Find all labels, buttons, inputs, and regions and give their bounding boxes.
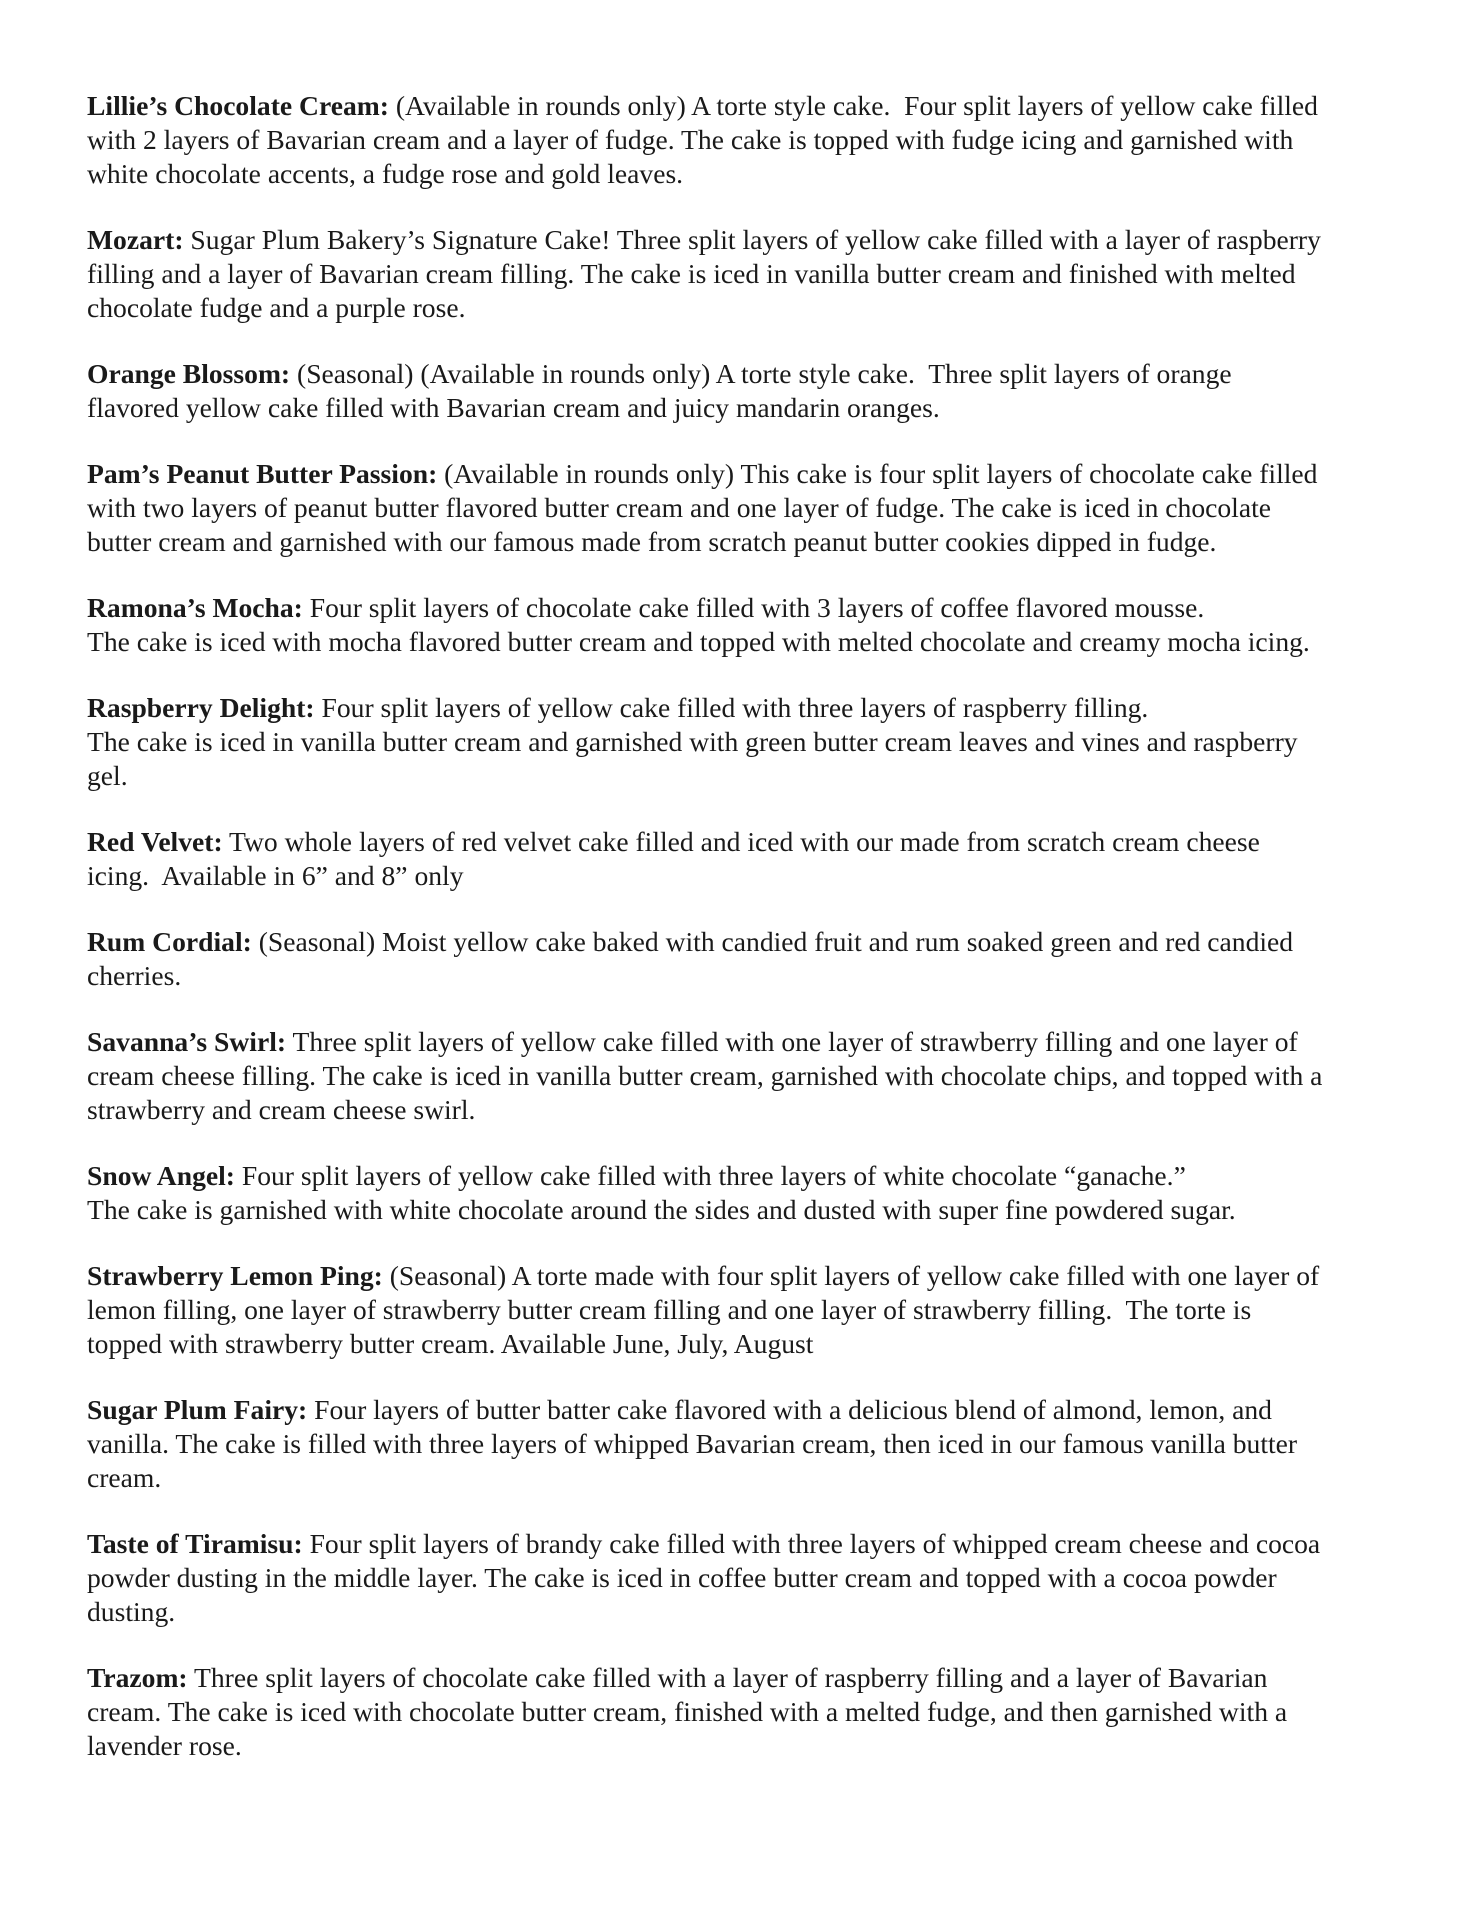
entry-line: The cake is garnished with white chocolate around the sides and dusted with super fine powdered sugar. bbox=[87, 1194, 1236, 1225]
cake-name: Red Velvet: bbox=[87, 826, 223, 857]
cake-name: Sugar Plum Fairy: bbox=[87, 1394, 308, 1425]
cake-name: Rum Cordial: bbox=[87, 926, 252, 957]
entry-line: vanilla. The cake is filled with three layers of whipped Bavarian cream, then iced in our famous vanilla butter bbox=[87, 1428, 1298, 1459]
entry-line: cream. The cake is iced with chocolate butter cream, finished with a melted fudge, and then garnished with a bbox=[87, 1696, 1288, 1727]
cake-description: (Available in rounds only) A torte style cake. Four split layers of yellow cake filled bbox=[388, 90, 1318, 121]
cake-descriptions-document bbox=[87, 89, 1405, 1795]
cake-description: Four split layers of yellow cake filled with three layers of white chocolate “ganache.” bbox=[234, 1160, 1186, 1191]
entry-line: cherries. bbox=[87, 960, 182, 991]
cake-entry bbox=[87, 825, 1405, 893]
cake-description: Four split layers of brandy cake filled with three layers of whipped cream cheese and cocoa bbox=[302, 1528, 1321, 1559]
entry-line: cream. bbox=[87, 1462, 162, 1493]
cake-name: Trazom: bbox=[87, 1662, 188, 1693]
entry-line: with two layers of peanut butter flavored butter cream and one layer of fudge. The cake is iced in chocolate bbox=[87, 492, 1272, 523]
entry-line bbox=[87, 1661, 1405, 1695]
cake-description: (Seasonal) (Available in rounds only) A torte style cake. Three split layers of orange bbox=[290, 358, 1232, 389]
entry-line bbox=[87, 925, 1405, 959]
cake-name: Savanna’s Swirl: bbox=[87, 1026, 287, 1057]
entry-line bbox=[87, 825, 1405, 859]
entry-line: gel. bbox=[87, 760, 128, 791]
entry-line: The cake is iced with mocha flavored butter cream and topped with melted chocolate and creamy mocha icing. bbox=[87, 626, 1310, 657]
entry-line bbox=[87, 89, 1405, 123]
entry-line bbox=[87, 357, 1405, 391]
entry-line bbox=[87, 1025, 1405, 1059]
cake-entry bbox=[87, 1025, 1405, 1127]
cake-description: Three split layers of chocolate cake filled with a layer of raspberry filling and a layer of Bavarian bbox=[187, 1662, 1268, 1693]
cake-entry bbox=[87, 1259, 1405, 1361]
entry-line bbox=[87, 457, 1405, 491]
entry-line: cream cheese filling. The cake is iced in vanilla butter cream, garnished with chocolate chips, and topped with a bbox=[87, 1060, 1323, 1091]
entry-line: topped with strawberry butter cream. Available June, July, August bbox=[87, 1328, 814, 1359]
entry-line: white chocolate accents, a fudge rose and gold leaves. bbox=[87, 158, 684, 189]
entry-line: chocolate fudge and a purple rose. bbox=[87, 292, 466, 323]
cake-description: Four layers of butter batter cake flavored with a delicious blend of almond, lemon, and bbox=[307, 1394, 1272, 1425]
entry-line: dusting. bbox=[87, 1596, 176, 1627]
entry-line: with 2 layers of Bavarian cream and a layer of fudge. The cake is topped with fudge icing and garnished with bbox=[87, 124, 1294, 155]
cake-name: Strawberry Lemon Ping: bbox=[87, 1260, 383, 1291]
entry-line: filling and a layer of Bavarian cream filling. The cake is iced in vanilla butter cream and finished with melted bbox=[87, 258, 1296, 289]
cake-description: Two whole layers of red velvet cake filled and iced with our made from scratch cream cheese bbox=[222, 826, 1260, 857]
cake-description: (Available in rounds only) This cake is four split layers of chocolate cake filled bbox=[437, 458, 1318, 489]
entry-line: The cake is iced in vanilla butter cream and garnished with green butter cream leaves and vines and raspberry bbox=[87, 726, 1298, 757]
cake-name: Pam’s Peanut Butter Passion: bbox=[87, 458, 438, 489]
entry-line: strawberry and cream cheese swirl. bbox=[87, 1094, 476, 1125]
cake-description: (Seasonal) A torte made with four split layers of yellow cake filled with one layer of bbox=[382, 1260, 1320, 1291]
entry-line bbox=[87, 223, 1405, 257]
entry-line: lavender rose. bbox=[87, 1730, 242, 1761]
cake-entry bbox=[87, 1159, 1405, 1227]
cake-entry bbox=[87, 925, 1405, 993]
cake-description: Four split layers of yellow cake filled with three layers of raspberry filling. bbox=[314, 692, 1149, 723]
entry-line: icing. Available in 6” and 8” only bbox=[87, 860, 464, 891]
cake-description: (Seasonal) Moist yellow cake baked with candied fruit and rum soaked green and red candied bbox=[251, 926, 1294, 957]
cake-name: Orange Blossom: bbox=[87, 358, 291, 389]
cake-entry bbox=[87, 89, 1405, 191]
entry-line bbox=[87, 1159, 1405, 1193]
cake-entry bbox=[87, 457, 1405, 559]
cake-name: Snow Angel: bbox=[87, 1160, 235, 1191]
entry-line bbox=[87, 1259, 1405, 1293]
cake-entry bbox=[87, 223, 1405, 325]
cake-description: Three split layers of yellow cake filled with one layer of strawberry filling and one layer of bbox=[286, 1026, 1298, 1057]
entry-line bbox=[87, 691, 1405, 725]
entry-line: lemon filling, one layer of strawberry butter cream filling and one layer of strawberry filling. The torte is bbox=[87, 1294, 1252, 1325]
entry-line: flavored yellow cake filled with Bavarian cream and juicy mandarin oranges. bbox=[87, 392, 940, 423]
cake-entry bbox=[87, 591, 1405, 659]
entry-line bbox=[87, 591, 1405, 625]
cake-entry bbox=[87, 357, 1405, 425]
entry-line bbox=[87, 1527, 1405, 1561]
cake-name: Lillie’s Chocolate Cream: bbox=[87, 90, 389, 121]
cake-entry bbox=[87, 1393, 1405, 1495]
cake-description: Sugar Plum Bakery’s Signature Cake! Three split layers of yellow cake filled with a layer of raspberry bbox=[183, 224, 1321, 255]
entry-line bbox=[87, 1393, 1405, 1427]
cake-name: Ramona’s Mocha: bbox=[87, 592, 303, 623]
entry-line: powder dusting in the middle layer. The cake is iced in coffee butter cream and topped with a cocoa powder bbox=[87, 1562, 1277, 1593]
cake-name: Raspberry Delight: bbox=[87, 692, 315, 723]
cake-name: Taste of Tiramisu: bbox=[87, 1528, 303, 1559]
cake-entry bbox=[87, 1527, 1405, 1629]
cake-description: Four split layers of chocolate cake filled with 3 layers of coffee flavored mousse. bbox=[302, 592, 1205, 623]
cake-name: Mozart: bbox=[87, 224, 184, 255]
cake-entry bbox=[87, 1661, 1405, 1763]
entry-line: butter cream and garnished with our famous made from scratch peanut butter cookies dipped in fudge. bbox=[87, 526, 1217, 557]
cake-entry bbox=[87, 691, 1405, 793]
